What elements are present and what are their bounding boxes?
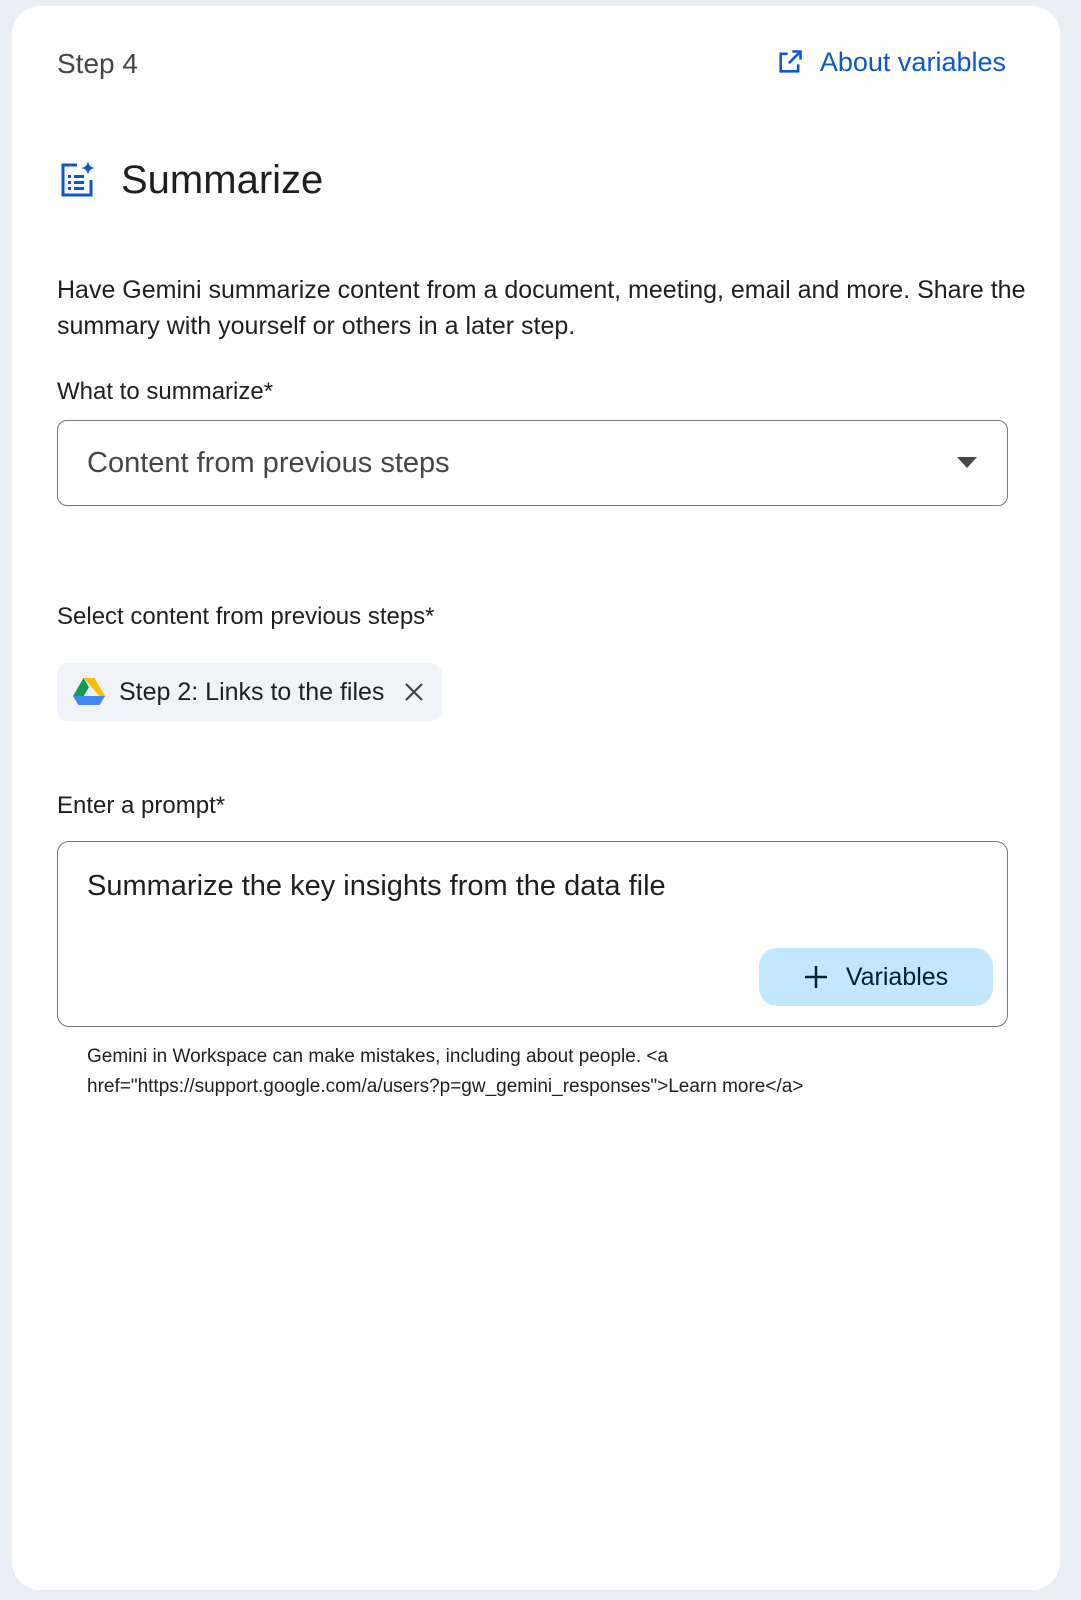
- add-variables-button[interactable]: [759, 948, 993, 1006]
- gemini-disclaimer: Gemini in Workspace can make mistakes, including about people. <a href="https://support.google.com/a/users?p=gw_gemini_responses">Learn more</a>: [87, 1046, 804, 1097]
- about-variables-label: About variables: [819, 47, 1006, 77]
- dropdown-arrow-icon: [957, 457, 977, 469]
- open-in-new-icon: [776, 48, 804, 76]
- plus-icon: [804, 965, 828, 989]
- step-label: Step 4: [57, 48, 138, 79]
- page-title: Summarize: [121, 158, 324, 202]
- about-variables-link[interactable]: [776, 44, 1006, 80]
- prompt-value: Summarize the key insights from the data file: [87, 870, 666, 902]
- variables-button-label: Variables: [845, 962, 949, 991]
- prompt-textarea[interactable]: [57, 841, 1008, 1027]
- what-to-summarize-label: What to summarize*: [57, 378, 274, 405]
- summarize-sparkle-icon: [57, 160, 97, 200]
- what-to-summarize-value: Content from previous steps: [87, 446, 450, 479]
- select-content-label: Select content from previous steps*: [57, 603, 435, 630]
- content-chip[interactable]: [57, 663, 442, 721]
- title-row: [57, 156, 323, 204]
- close-icon: [404, 682, 424, 702]
- content-chip-label: Step 2: Links to the files: [119, 677, 385, 706]
- step-card: [12, 6, 1060, 1590]
- prompt-label: Enter a prompt*: [57, 792, 226, 819]
- remove-chip-button[interactable]: [404, 682, 424, 702]
- what-to-summarize-select[interactable]: [57, 420, 1008, 506]
- google-drive-icon: [73, 678, 105, 706]
- description: Have Gemini summarize content from a document, meeting, email and more. Share the summary with yourself or others in a later step.: [57, 276, 1026, 340]
